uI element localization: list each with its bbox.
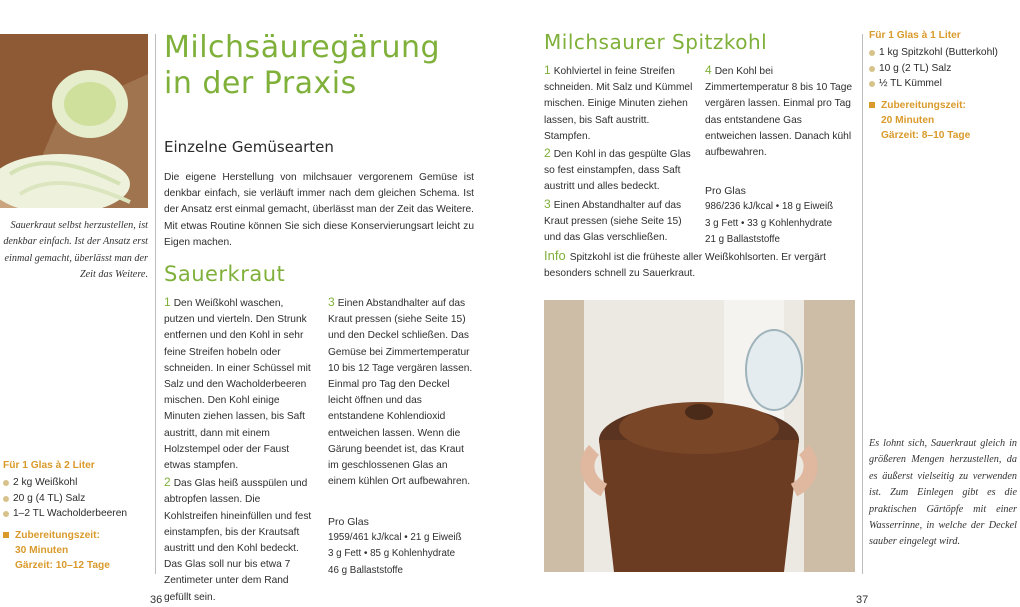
image-caption: Sauerkraut selbst herzustellen, ist denkbar einfach. Ist der Ansatz erst einmal gemacht, überlässt man der Zeit das Weitere. bbox=[3, 220, 148, 281]
ingredients-list bbox=[869, 45, 1017, 92]
page-title-line2: in der Praxis bbox=[164, 66, 357, 101]
bullet-square-icon bbox=[3, 532, 9, 538]
cabbage-illustration bbox=[0, 34, 148, 208]
nutrition-line: 21 g Ballaststoffe bbox=[705, 233, 780, 245]
nutrition-line: 986/236 kJ/kcal • 18 g Eiweiß bbox=[705, 201, 834, 213]
step-4: 4 Den Kohl bei Zimmertemperatur 8 bis 10 Tage vergären lassen. Einmal pro Tag das entstandene Gas entweichen lassen. Danach kühl aufbewahren. bbox=[705, 63, 853, 159]
info-text: Spitzkohl ist die früheste aller Weißkohlsorten. Er vergärt besonders schnell zu Sauerkraut. bbox=[544, 252, 826, 280]
ingredients-heading: Für 1 Glas à 1 Liter bbox=[869, 30, 961, 41]
info-label: Info bbox=[544, 248, 566, 263]
step-3: 3 Einen Abstandhalter auf das Kraut pressen (siehe Seite 15) und das Glas verschließen. bbox=[544, 196, 682, 244]
fermentation-crock-photo bbox=[544, 300, 855, 572]
spitzkohl-nutrition-info bbox=[705, 183, 855, 248]
spitzkohl-steps-column-2 bbox=[705, 62, 855, 248]
ingredient-item: 2 kg Weißkohl bbox=[3, 475, 151, 491]
page-number-left: 36 bbox=[150, 594, 163, 606]
ingredient-item: 20 g (4 TL) Salz bbox=[3, 491, 151, 507]
nutrition-line: 3 g Fett • 33 g Kohlenhydrate bbox=[705, 217, 833, 229]
step-2: 2 Das Glas heiß ausspülen und abtropfen lassen. Die Kohlstreifen hineinfüllen und fest einstampfen, bis der Krautsaft austritt und den Kohl bedeckt. Das Glas soll nur bis etwa 7 Zentimeter unter dem Rand gefüllt sein. bbox=[164, 475, 312, 603]
ingredient-item: 1–2 TL Wacholderbeeren bbox=[3, 506, 151, 522]
intro-paragraph: Die eigene Herstellung von milchsauer vergorenem Gemüse ist denkbar einfach, sie verläuft immer nach dem gleichen Schema. Ist der Ansatz erst einmal gemacht, überlässt man der Zeit das Weitere. Mit etwas Routine können Sie sich diese Konservierungsart leicht zu Eigen machen. bbox=[164, 172, 474, 248]
nutrition-info bbox=[328, 514, 476, 579]
nutrition-line: 3 g Fett • 85 g Kohlenhydrate bbox=[328, 548, 456, 560]
nutrition-line: 46 g Ballaststoffe bbox=[328, 564, 403, 576]
ingredient-item: 1 kg Spitzkohl (Butterkohl) bbox=[869, 45, 1017, 61]
ingredients-box bbox=[3, 460, 151, 573]
ingredients-heading: Für 1 Glas à 2 Liter bbox=[3, 460, 95, 471]
recipe-title-sauerkraut: Sauerkraut bbox=[164, 262, 286, 286]
recipe-title-spitzkohl: Milchsaurer Spitzkohl bbox=[544, 30, 768, 54]
crock-illustration bbox=[544, 300, 855, 572]
spitzkohl-steps-column-1 bbox=[544, 62, 694, 246]
prep-time-block: Zubereitungszeit: 20 Minuten Gärzeit: 8–10 Tage bbox=[869, 98, 1017, 143]
ingredient-item: ½ TL Kümmel bbox=[869, 76, 1017, 92]
prep-time-block: Zubereitungszeit: 30 Minuten Gärzeit: 10–12 Tage bbox=[3, 528, 151, 573]
ingredient-item: 10 g (2 TL) Salz bbox=[869, 61, 1017, 77]
steps-column-2 bbox=[328, 294, 476, 490]
page-title bbox=[164, 30, 440, 102]
column-divider bbox=[862, 34, 863, 574]
nutrition-line: 1959/461 kJ/kcal • 21 g Eiweiß bbox=[328, 532, 462, 544]
page-title-line1: Milchsäuregärung bbox=[164, 30, 441, 65]
step-2: 2 Den Kohl in das gespülte Glas so fest einstampfen, dass Saft austritt und alles bedeckt. bbox=[544, 146, 691, 193]
cabbage-slicing-photo bbox=[0, 34, 148, 208]
nutrition-heading: Pro Glas bbox=[705, 185, 746, 198]
bullet-square-icon bbox=[869, 102, 875, 108]
step-1: 1 Kohlviertel in feine Streifen schneiden. Mit Salz und Kümmel mischen. Einige Minuten ziehen lassen, bis Saft austritt. Stampfen. bbox=[544, 63, 693, 142]
spitzkohl-ingredients-box bbox=[869, 30, 1017, 143]
steps-column-1 bbox=[164, 294, 314, 606]
crock-image-caption: Es lohnt sich, Sauerkraut gleich in größeren Mengen herzustellen, da es äußerst vielseitig zu verwenden ist. Zum Einlegen gibt es die praktischen Gärtöpfe mit einer Wasserrinne, in welche der Deckel sauber eingelegt wird. bbox=[869, 438, 1017, 548]
step-3: 3 Einen Abstandhalter auf das Kraut pressen (siehe Seite 15) und den Deckel schließen. Das Gemüse bei Zimmertemperatur 10 bis 12 Tage vergären lassen. Einmal pro Tag den Deckel leicht öffnen und das entstandene Kohlendioxid entweichen lassen. Wenn die Gärung beendet ist, das Kraut im geschlossenen Glas an einem kühlen Ort aufbewahren. bbox=[328, 295, 473, 488]
column-divider bbox=[155, 34, 156, 574]
ingredients-list bbox=[3, 475, 151, 522]
info-box bbox=[544, 248, 856, 282]
step-1: 1 Den Weißkohl waschen, putzen und vierteln. Den Strunk entfernen und den Kohl in sehr feine Streifen hobeln oder schneiden. In einer Schüssel mit Salz und den Wacholderbeeren mischen. Den Kohl einige Minuten ziehen lassen, bis Saft austritt, dann mit einem Holzstempel oder der Faust etwas stampfen. bbox=[164, 295, 311, 472]
section-heading: Einzelne Gemüsearten bbox=[164, 138, 334, 156]
page-number-right: 37 bbox=[856, 594, 869, 606]
nutrition-heading: Pro Glas bbox=[328, 516, 369, 528]
